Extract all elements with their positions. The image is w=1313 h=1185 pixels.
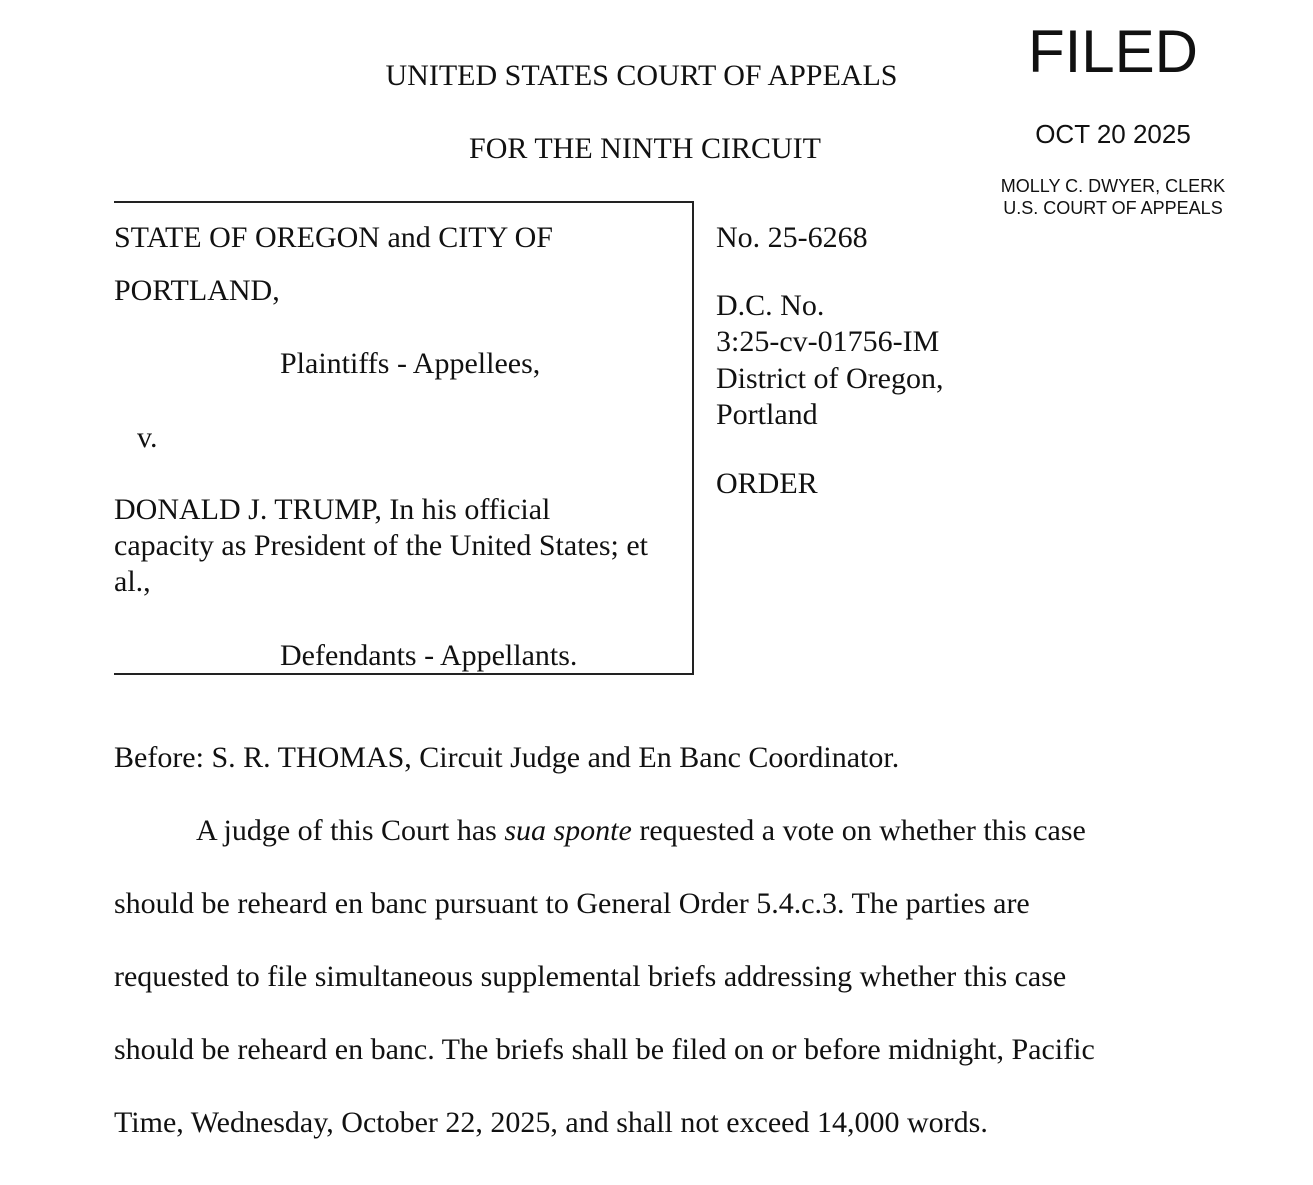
plaintiff-role: Plaintiffs - Appellees, [280,347,541,380]
district-division: Portland [716,398,818,431]
district-name: District of Oregon, [716,362,944,395]
stamp-court: U.S. COURT OF APPEALS [1003,198,1223,218]
versus-label: v. [137,421,158,454]
plaintiff-name-line-1: STATE OF OREGON and CITY OF [114,221,553,254]
order-paragraph-line-1 [196,813,1086,849]
stamp-filed-label: FILED [1027,18,1199,85]
before-line: Before: S. R. THOMAS, Circuit Judge and En Banc Coordinator. [114,741,900,774]
court-name: UNITED STATES COURT OF APPEALS [385,59,898,92]
defendant-name-line-3: al., [114,565,151,598]
defendant-name-line-2: capacity as President of the United States; et [114,529,649,562]
plaintiff-name-line-2: PORTLAND, [114,274,280,307]
circuit-name: FOR THE NINTH CIRCUIT [469,132,821,165]
document-type: ORDER [716,467,818,500]
district-court-label: D.C. No. [716,289,825,322]
order-paragraph-line-3: requested to file simultaneous supplemental briefs addressing whether this case [114,960,1067,993]
stamp-clerk: MOLLY C. DWYER, CLERK [1000,176,1226,196]
stamp-date: OCT 20 2025 [1035,119,1191,149]
defendant-name-line-1: DONALD J. TRUMP, In his official [114,493,551,526]
district-court-number: 3:25-cv-01756-IM [716,325,940,358]
order-paragraph-line-2: should be reheard en banc pursuant to General Order 5.4.c.3. The parties are [114,887,1030,920]
text-run: requested a vote on whether this case [631,814,1086,847]
order-paragraph-line-4: should be reheard en banc. The briefs shall be filed on or before midnight, Pacific [114,1033,1095,1066]
case-number: No. 25-6268 [716,221,868,254]
order-paragraph-line-5: Time, Wednesday, October 22, 2025, and shall not exceed 14,000 words. [114,1106,988,1139]
defendant-role: Defendants - Appellants. [280,639,578,672]
italic-phrase: sua sponte [504,814,632,847]
text-run: A judge of this Court has [196,814,505,847]
